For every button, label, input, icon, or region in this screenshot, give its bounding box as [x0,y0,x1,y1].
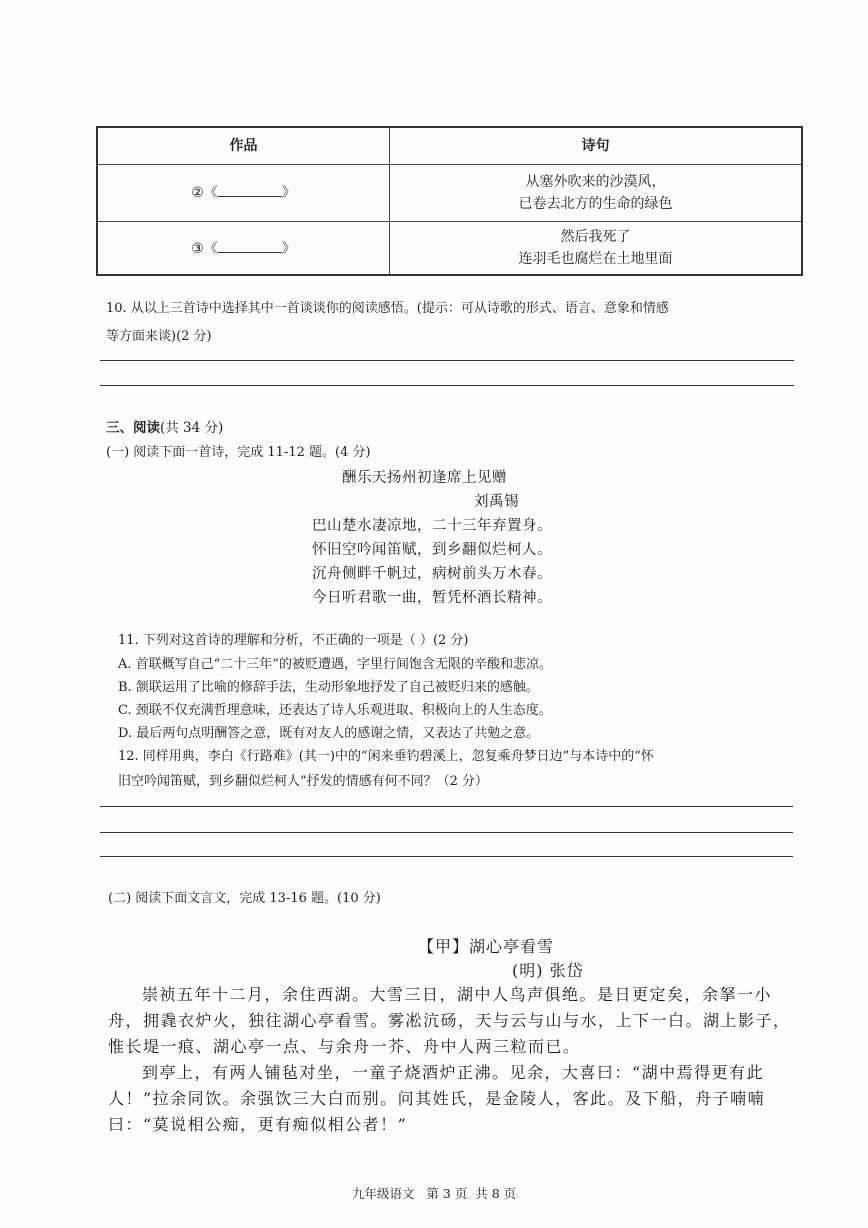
passage-line: 到亭上，有两人铺毡对坐，一童子烧酒炉正沸。见余，大喜曰：“湖中焉得更有此 [142,1063,765,1082]
poem-line: 从塞外吹来的沙漠风， [525,174,666,190]
section-title: 三、阅读 [106,420,160,436]
q10-text: 等方面来谈)(2 分) [106,329,212,344]
q12-text: 旧空吟闻笛赋，到乡翻似烂柯人”抒发的情感有何不同？（2 分） [118,774,489,789]
q11-option-c: C. 颈联不仅充满哲理意味，还表达了诗人乐观进取、积极向上的人生态度。 [118,703,552,718]
answer-line[interactable] [100,360,794,361]
section-score: (共 34 分) [160,420,224,436]
table-header-work: 作品 [229,138,258,154]
answer-blank[interactable] [218,238,282,253]
table-divider [98,164,801,165]
row-number: ③ [191,241,204,257]
q11-option-d: D. 最后两句点明酬答之意，既有对友人的感谢之情，又表达了共勉之意。 [118,726,540,741]
part2-intro: (二) 阅读下面文言文，完成 13-16 题。(10 分) [108,891,381,906]
poem-line: 已卷去北方的生命的绿色 [518,196,673,212]
poem-table [96,126,803,276]
page-footer: 九年级语文 第 3 页 共 8 页 [352,1186,517,1201]
passage-line: 舟，拥毳衣炉火，独往湖心亭看雪。雾凇沆砀，天与云与山与水，上下一白。湖上影子， [108,1011,791,1030]
poem-author: 刘禹锡 [474,494,519,510]
poem-line: 巴山楚水凄凉地，二十三年弃置身。 [312,518,552,534]
table-row-lines [390,171,801,215]
answer-line[interactable] [100,832,793,833]
poem-line: 连羽毛也腐烂在土地里面 [518,251,673,267]
part1-intro: (一) 阅读下面一首诗，完成 11-12 题。(4 分) [106,445,371,460]
section-heading [106,418,223,439]
poem-line: 今日听君歌一曲，暂凭杯酒长精神。 [312,590,552,606]
poem-line: 怀旧空吟闻笛赋，到乡翻似烂柯人。 [312,542,552,558]
poem-line: 然后我死了 [560,229,631,245]
bracket-open: 《 [203,241,218,257]
answer-line[interactable] [100,385,794,386]
q11-option-b: B. 颔联运用了比喻的修辞手法，生动形象地抒发了自己被贬归来的感触。 [118,680,539,695]
table-header-lines: 诗句 [581,138,610,154]
bracket-close: 》 [281,185,296,201]
passage-title: 【甲】湖心亭看雪 [418,937,555,956]
passage-line: 惟长堤一痕、湖心亭一点、与余舟一芥、舟中人两三粒而已。 [108,1037,581,1056]
table-row-work [98,238,389,260]
q12-text: 12. 同样用典，李白《行路难》(其一)中的“闲来垂钓碧溪上，忽复乘舟梦日边”与本诗中的“怀 [118,749,654,764]
table-row-lines [390,226,801,270]
bracket-close: 》 [281,241,296,257]
q10-text: 10. 从以上三首诗中选择其中一首谈谈你的阅读感悟。(提示：可从诗歌的形式、语言、意象和情感 [106,301,669,316]
passage-line: 曰：“莫说相公痴，更有痴似相公者！” [108,1115,408,1134]
answer-line[interactable] [100,806,793,807]
answer-blank[interactable] [218,182,282,197]
q11-option-a: A. 首联概写自己“二十三年”的被贬遭遇，字里行间饱含无限的辛酸和悲凉。 [118,657,552,672]
row-number: ② [191,185,204,201]
table-divider [98,221,801,222]
table-row-work [98,182,389,204]
passage-author: (明) 张岱 [512,961,584,980]
passage-line: 人！”拉余同饮。余强饮三大白而别。问其姓氏，是金陵人，客此。及下船，舟子喃喃 [108,1089,766,1108]
poem-line: 沉舟侧畔千帆过，病树前头万木春。 [312,566,552,582]
q11-stem: 11. 下列对这首诗的理解和分析，不正确的一项是（ ）(2 分) [118,633,469,648]
answer-line[interactable] [100,856,793,857]
poem-title: 酬乐天扬州初逢席上见赠 [342,470,507,486]
bracket-open: 《 [203,185,218,201]
passage-line: 崇祯五年十二月，余住西湖。大雪三日，湖中人鸟声俱绝。是日更定矣，余拏一小 [142,985,773,1004]
